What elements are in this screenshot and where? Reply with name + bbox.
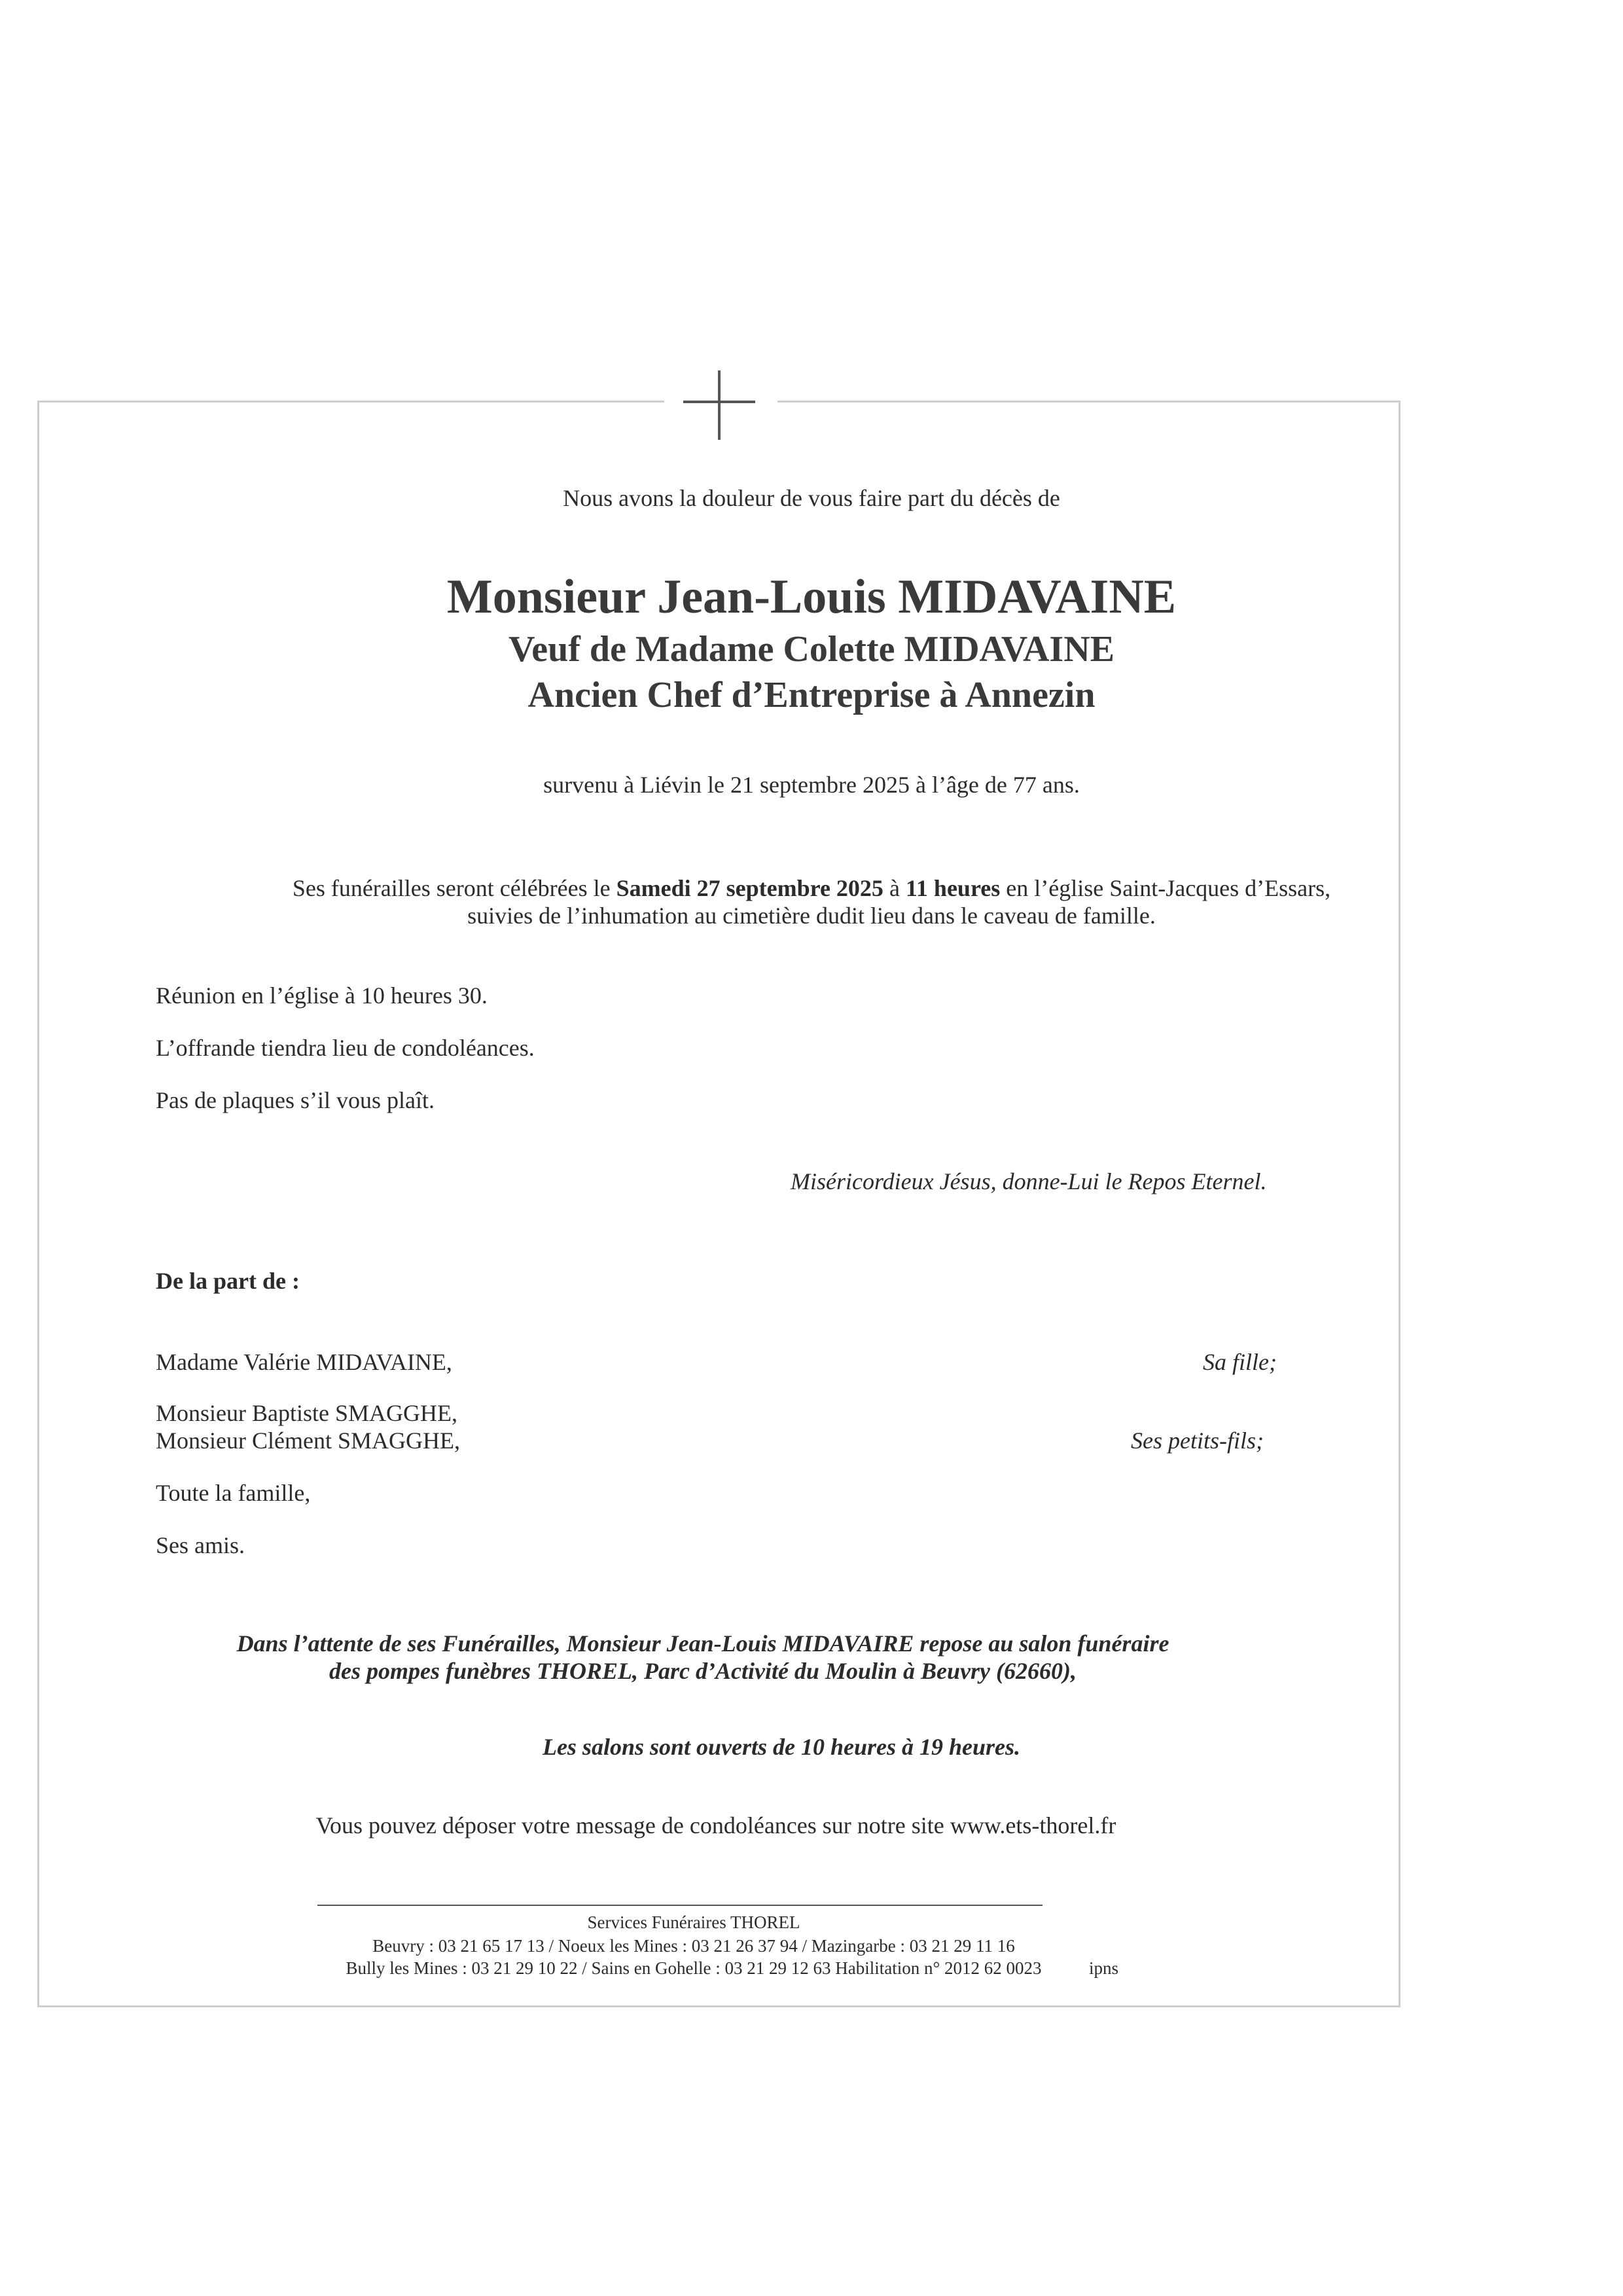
website-line: Vous pouvez déposer votre message de condoléances sur notre site www.ets-thorel.fr <box>315 1812 1116 1839</box>
footer-phones-1: Beuvry : 03 21 65 17 13 / Noeux les Mines : 03 21 26 37 94 / Mazingarbe : 03 21 29 11 16 <box>372 1936 1015 1956</box>
footer-tag: ipns <box>1089 1958 1119 1978</box>
deceased-occupation: Ancien Chef d’Entreprise à Annezin <box>527 675 1096 715</box>
note-plaques: Pas de plaques s’il vous plaît. <box>156 1087 435 1113</box>
footer-company: Services Funéraires THOREL <box>587 1912 800 1932</box>
family-name-grandson-1: Monsieur Baptiste SMAGGHE, <box>156 1400 457 1426</box>
family-friends: Ses amis. <box>156 1532 245 1558</box>
family-heading: De la part de : <box>156 1268 300 1294</box>
frame-top-right-line <box>777 401 1400 403</box>
funeral-time: 11 heures <box>905 875 1001 901</box>
family-name-daughter: Madame Valérie MIDAVAINE, <box>156 1349 452 1375</box>
funeral-date: Samedi 27 septembre 2025 <box>616 875 883 901</box>
intro-text: Nous avons la douleur de vous faire part du décès de <box>563 485 1060 511</box>
deceased-name: Monsieur Jean-Louis MIDAVAINE <box>446 570 1177 624</box>
salon-hours: Les salons sont ouverts de 10 heures à 19 heures. <box>542 1734 1021 1760</box>
family-all: Toute la famille, <box>156 1480 311 1506</box>
family-relation-daughter: Sa fille; <box>1203 1349 1277 1375</box>
prayer: Miséricordieux Jésus, donne-Lui le Repos Eternel. <box>791 1168 1267 1194</box>
funeral-prefix: Ses funérailles seront célébrées le <box>292 875 616 901</box>
family-relation-grandsons: Ses petits-fils; <box>1131 1427 1264 1454</box>
death-notice: survenu à Liévin le 21 septembre 2025 à l’âge de 77 ans. <box>543 772 1080 798</box>
deceased-widower: Veuf de Madame Colette MIDAVAINE <box>508 629 1115 670</box>
cross-icon-vertical <box>718 370 721 440</box>
funeral-mid: à <box>883 875 906 901</box>
rest-line-2: des pompes funèbres THOREL, Parc d’Activité du Moulin à Beuvry (62660), <box>329 1658 1077 1684</box>
frame-top-left-line <box>37 401 664 403</box>
footer-phones-2: Bully les Mines : 03 21 29 10 22 / Sains en Gohelle : 03 21 29 12 63 Habilitation n° 2012 62 0023 <box>346 1958 1042 1978</box>
funeral-line-2: suivies de l’inhumation au cimetière dudit lieu dans le caveau de famille. <box>467 903 1156 929</box>
note-offrande: L’offrande tiendra lieu de condoléances. <box>156 1035 535 1061</box>
footer-divider <box>317 1905 1043 1906</box>
cross-icon-horizontal <box>683 401 755 403</box>
funeral-suffix: en l’église Saint-Jacques d’Essars, <box>1000 875 1331 901</box>
rest-line-1: Dans l’attente de ses Funérailles, Monsieur Jean-Louis MIDAVAIRE repose au salon funéraire <box>236 1630 1169 1657</box>
funeral-line-1 <box>0 874 1623 902</box>
family-name-grandson-2: Monsieur Clément SMAGGHE, <box>156 1427 460 1454</box>
note-reunion: Réunion en l’église à 10 heures 30. <box>156 982 488 1009</box>
